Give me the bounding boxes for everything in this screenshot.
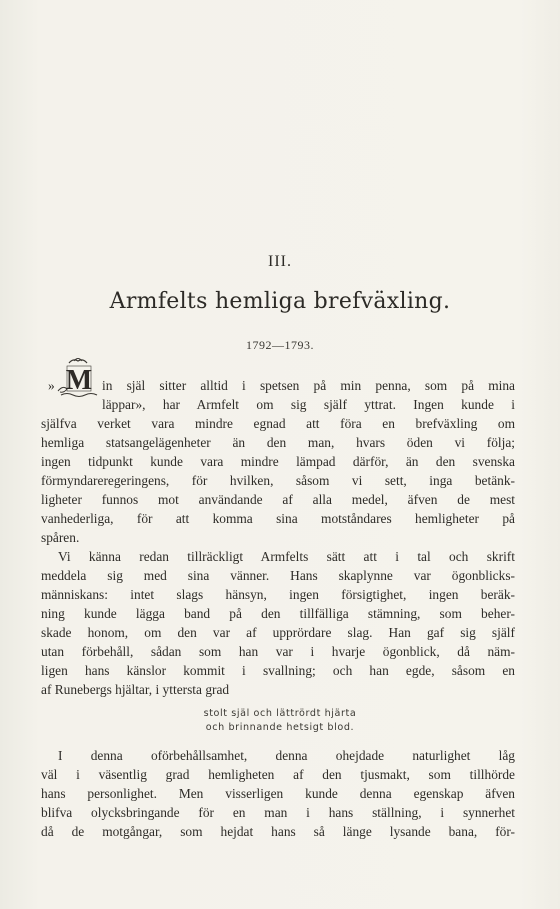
verse-quote-line: och brinnande hetsigt blod. [205, 722, 355, 733]
text-line: ingen tidpunkt kunde vara mindre lämpad därför, än den svenska [41, 454, 515, 469]
text-line: läppar», har Armfelt om sig själf yttrat. Ingen kunde i [102, 397, 515, 412]
text-line: då de motgångar, som hejdat hans så länge lysande bana, för- [41, 824, 515, 839]
text-line: hemliga statsangelägenheter än den man, hvars öden vi följa; [41, 435, 515, 450]
text-line: Vi känna redan tillräckligt Armfelts sätt att i tal och skrift [58, 549, 515, 564]
verse-quote-line: stolt själ och lättrördt hjärta [203, 708, 357, 719]
text-line: ligen hans känslor kommit i svallning; och han egde, såsom en [41, 663, 515, 678]
text-line: hans personlighet. Men visserligen kunde denna egenskap äfven [41, 786, 515, 801]
text-line: vanhederliga, för att komma sina motståndares hemligheter på [41, 511, 515, 526]
text-line: » [48, 378, 55, 393]
text-line: spåren. [41, 530, 80, 545]
text-line: ning kunde lägga band på den tillfälliga stämning, som beher- [41, 606, 515, 621]
text-line: ligheter funnos mot användande af alla medel, äfven de mest [41, 492, 515, 507]
text-line: själfva verket vara mindre egnad att föra en brefväxling om [41, 416, 515, 431]
text-line: meddela sig med sina vänner. Hans skaplynne var ögonblicks- [41, 568, 515, 583]
chapter-title: Armfelts hemliga brefväxling. [109, 289, 451, 314]
drop-cap-letter: M [65, 365, 93, 396]
text-line: in själ sitter alltid i spetsen på min penna, som på mina [102, 378, 515, 393]
text-line: blifva olycksbringande för en man i hans ställning, i synnerhet [41, 805, 515, 820]
text-line: skade honom, om den var af upprördare slag. Han gaf sig själf [41, 625, 515, 640]
chapter-date-range: 1792—1793. [246, 338, 314, 352]
text-line: af Runebergs hjältar, i yttersta grad [41, 682, 230, 697]
chapter-number: III. [268, 253, 292, 270]
text-line: förmyndareregeringens, för hvilken, såsom vi sett, inga betänk- [41, 473, 515, 488]
text-line: väl i väsentlig grad hemligheten af den tjusmakt, som tillhörde [41, 767, 515, 782]
text-line: utan förbehåll, sådan som han var i hvarje ögonblick, då näm- [41, 644, 515, 659]
text-line: människans: intet slags hänsyn, ingen försigtighet, ingen beräk- [41, 587, 515, 602]
text-line: I denna oförbehållsamhet, denna ohejdade naturlighet låg [58, 748, 515, 763]
